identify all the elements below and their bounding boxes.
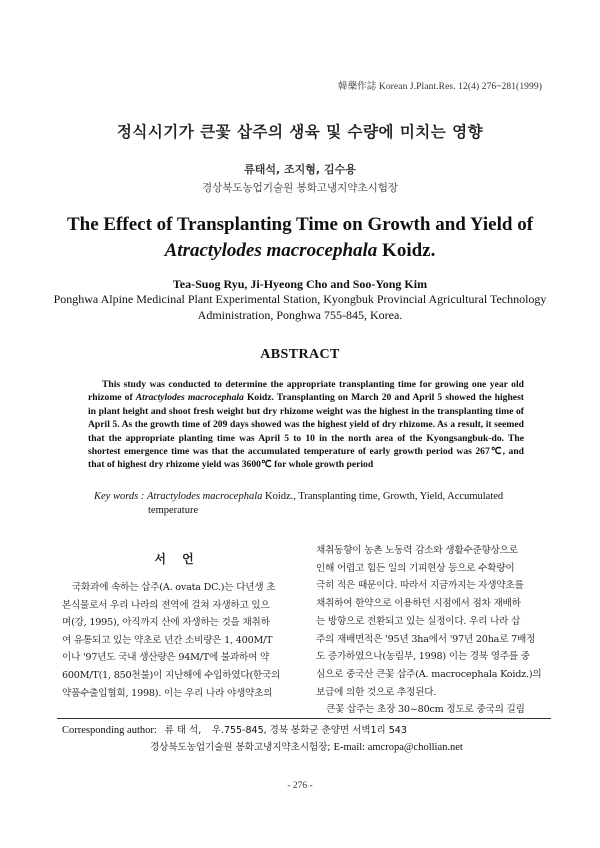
intro-text-line: 심으로 중국산 큰꽃 삽주(A. macrocephala Koidz.)의 xyxy=(316,668,542,680)
abstract-species: Atractylodes macrocephala xyxy=(135,392,244,404)
intro-text-line: 이나 '97년도 국내 생산량은 94M/T에 불과하여 약 xyxy=(62,652,270,664)
intro-text-line: 600M/T(1, 850천불)이 지난해에 수입하였다(한국의 xyxy=(62,670,281,681)
english-title-suffix: Koidz. xyxy=(377,240,436,261)
intro-text-line: 도 증가하였으나(농림부, 1998) 이는 경북 영주를 중 xyxy=(316,651,530,663)
keywords-species: Atractylodes macrocephala xyxy=(146,491,263,502)
corresponding-author-affiliation xyxy=(150,739,463,753)
intro-text-line: 약품수출입협회, 1998). 이는 우리 나라 야생약초의 xyxy=(62,687,273,699)
intro-text-line: 큰꽃 삽주는 초장 30~80cm 정도로 중국의 길림 xyxy=(326,704,525,716)
corresponding-author-label: Corresponding author: xyxy=(62,725,157,736)
keywords xyxy=(94,490,534,518)
abstract-body xyxy=(88,378,524,472)
corresponding-author-name: 류 태 석, xyxy=(164,725,202,736)
english-title-line2 xyxy=(0,238,600,264)
intro-text-line: 보급에 의한 것으로 추정된다. xyxy=(316,686,437,698)
intro-text-line: 는 방향으로 전환되고 있는 실정이다. 우리 나라 삽 xyxy=(316,615,521,627)
corresponding-author-email: E-mail: amcropa@chollian.net xyxy=(333,742,463,753)
intro-heading: 서 언 xyxy=(154,552,200,566)
keywords-text: Koidz., Transplanting time, Growth, Yield, Accumulated xyxy=(262,491,504,502)
intro-text-line: 본식물로서 우리 나라의 전역에 걸쳐 자생하고 있으 xyxy=(62,599,270,611)
intro-text-line: 인해 어렵고 힘든 일의 기피현상 등으로 수확량이 xyxy=(316,562,515,574)
english-authors: Tea-Suog Ryu, Ji-Hyeong Cho and Soo-Yong Kim xyxy=(172,277,428,291)
intro-text-line: 채취하여 한약으로 이용하던 시점에서 점차 재배하 xyxy=(316,598,521,610)
corresponding-author-address: 우.755-845, 경북 봉화군 춘양면 서벽1리 543 xyxy=(211,725,407,736)
keywords-label: Key words : xyxy=(94,491,145,502)
intro-text-line: 채취동향이 농촌 노동력 감소와 생활수준향상으로 xyxy=(316,545,518,556)
corresponding-author-line xyxy=(62,722,407,736)
footer-divider xyxy=(57,718,551,719)
intro-text-line: 극히 적은 때문이다. 따라서 지금까지는 자생약초를 xyxy=(316,580,524,592)
keywords-continuation: temperature xyxy=(148,505,199,516)
intro-text-line: 주의 재배면적은 '95년 3ha에서 '97년 20ha로 7배정 xyxy=(316,633,536,645)
korean-affiliation: 경상북도농업기술원 봉화고냉지약초시험장 xyxy=(201,182,399,194)
korean-title: 정식시기가 큰꽃 삽주의 생육 및 수량에 미치는 영향 xyxy=(116,123,484,141)
english-title xyxy=(0,212,600,264)
intro-text-line: 국화과에 속하는 삽주(A. ovata DC.)는 다년생 초 xyxy=(72,582,276,593)
journal-reference: 韓藥作誌 Korean J.Plant.Res. 12(4) 276~281(1999) xyxy=(337,82,542,92)
abstract-text-part2: Koidz. Transplanting on March 20 and April 5 showed the highest in plant height and shoot fresh weight but dry rhizome weight was the highest in the transplanting time of April 5. As the growth time of 209 days showed was the highest yield of dry rhizome. As a result, it seemed that the appropriate planting time was April 5 to 10 in the north area of the Kyongsangbuk-do. The shortest emergence time was that the accumulated temperature of early growth period was 267℃, and that of highest dry rhizome yield was 3600℃ for whole growth period xyxy=(88,392,524,471)
intro-text-line: 여 유통되고 있는 약초로 년간 소비량은 1, 400M/T xyxy=(62,634,273,646)
korean-authors: 류태석, 조지형, 김수용 xyxy=(244,163,356,176)
english-title-line1: The Effect of Transplanting Time on Growth and Yield of xyxy=(66,214,534,235)
abstract-text-part1: This study was conducted to determine the appropriate transplanting time for growing one year old rhizome of xyxy=(88,379,524,404)
english-title-species: Atractylodes macrocephala xyxy=(164,240,378,261)
intro-text-line: 며(강, 1995), 아직까지 산에 자생하는 것을 채취하 xyxy=(62,617,270,629)
english-affiliation: Ponghwa Alpine Medicinal Plant Experimental Station, Kyongbuk Provincial Agricultural Technology Administration, Ponghwa 755-845, Korea. xyxy=(53,292,547,322)
corresponding-author-institute: 경상북도농업기술원 봉화고냉지약초시험장; xyxy=(150,742,334,753)
abstract-heading: ABSTRACT xyxy=(260,347,340,362)
page-number: - 276 - xyxy=(287,781,313,791)
